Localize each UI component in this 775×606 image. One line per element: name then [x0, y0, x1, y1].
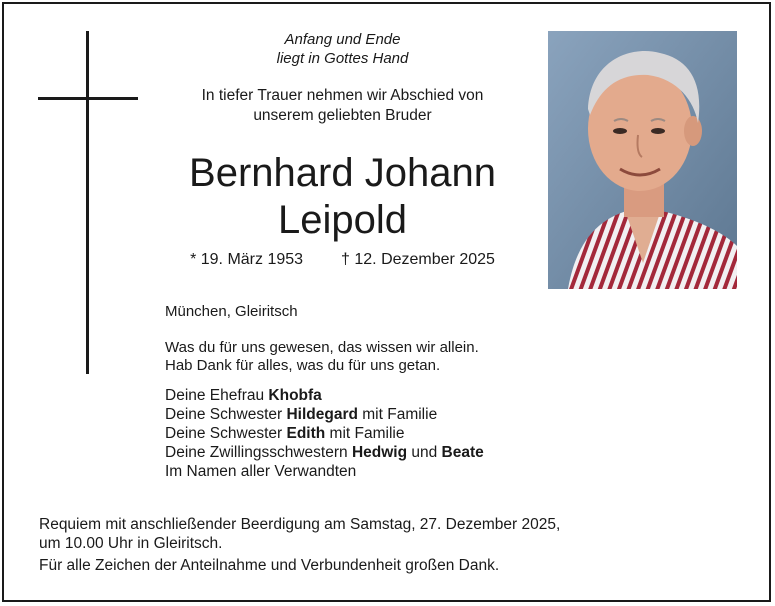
cross-horizontal-bar — [38, 97, 138, 100]
mourner-name: Hildegard — [286, 406, 358, 423]
portrait-photo — [548, 31, 737, 289]
mourner-line: Im Namen aller Verwandten — [165, 463, 357, 480]
verse-line: Was du für uns gewesen, das wissen wir allein. — [165, 339, 479, 356]
mourner-name: Khobfa — [268, 387, 322, 404]
mourner-line — [165, 386, 484, 405]
mourner-name: Edith — [286, 425, 326, 442]
mourner-line — [165, 424, 484, 443]
deceased-name — [150, 150, 535, 244]
birth-date: * 19. März 1953 — [190, 251, 304, 268]
mourner-relation: Deine Schwester — [165, 425, 287, 442]
requiem-line: Requiem mit anschließender Beerdigung am Samstag, 27. Dezember 2025, — [39, 516, 561, 533]
mourner-suffix: mit Familie — [325, 425, 405, 442]
intro-text — [160, 86, 525, 126]
intro-line: In tiefer Trauer nehmen wir Abschied von — [201, 87, 484, 104]
deceased-first-names: Bernhard Johann — [189, 151, 496, 195]
death-date: † 12. Dezember 2025 — [341, 251, 495, 268]
place-of-residence: München, Gleiritsch — [165, 303, 298, 320]
intro-line: unserem geliebten Bruder — [253, 107, 432, 124]
mourner-line — [165, 405, 484, 424]
motto — [170, 30, 515, 68]
motto-line: Anfang und Ende — [284, 31, 401, 48]
verse — [165, 339, 479, 375]
life-dates — [160, 250, 525, 270]
mourner-conjunction: und — [407, 444, 442, 461]
mourner-relation: Deine Schwester — [165, 406, 287, 423]
mourner-relation: Deine Ehefrau — [165, 387, 269, 404]
requiem-line: um 10.00 Uhr in Gleiritsch. — [39, 535, 223, 552]
mourner-suffix: mit Familie — [357, 406, 438, 423]
thanks-text: Für alle Zeichen der Anteilnahme und Verbundenheit großen Dank. — [39, 557, 500, 574]
mourner-line — [165, 443, 484, 462]
mourner-name: Beate — [441, 444, 484, 461]
motto-line: liegt in Gottes Hand — [276, 50, 409, 67]
verse-line: Hab Dank für alles, was du für uns getan. — [165, 357, 441, 374]
cross-vertical-bar — [86, 31, 89, 374]
requiem-info — [39, 515, 560, 553]
mourner-name: Hedwig — [351, 444, 408, 461]
mourners-list — [165, 386, 484, 481]
mourner-relation: Deine Zwillingsschwestern — [165, 444, 352, 461]
portrait-image — [548, 31, 737, 289]
deceased-surname: Leipold — [277, 198, 407, 242]
